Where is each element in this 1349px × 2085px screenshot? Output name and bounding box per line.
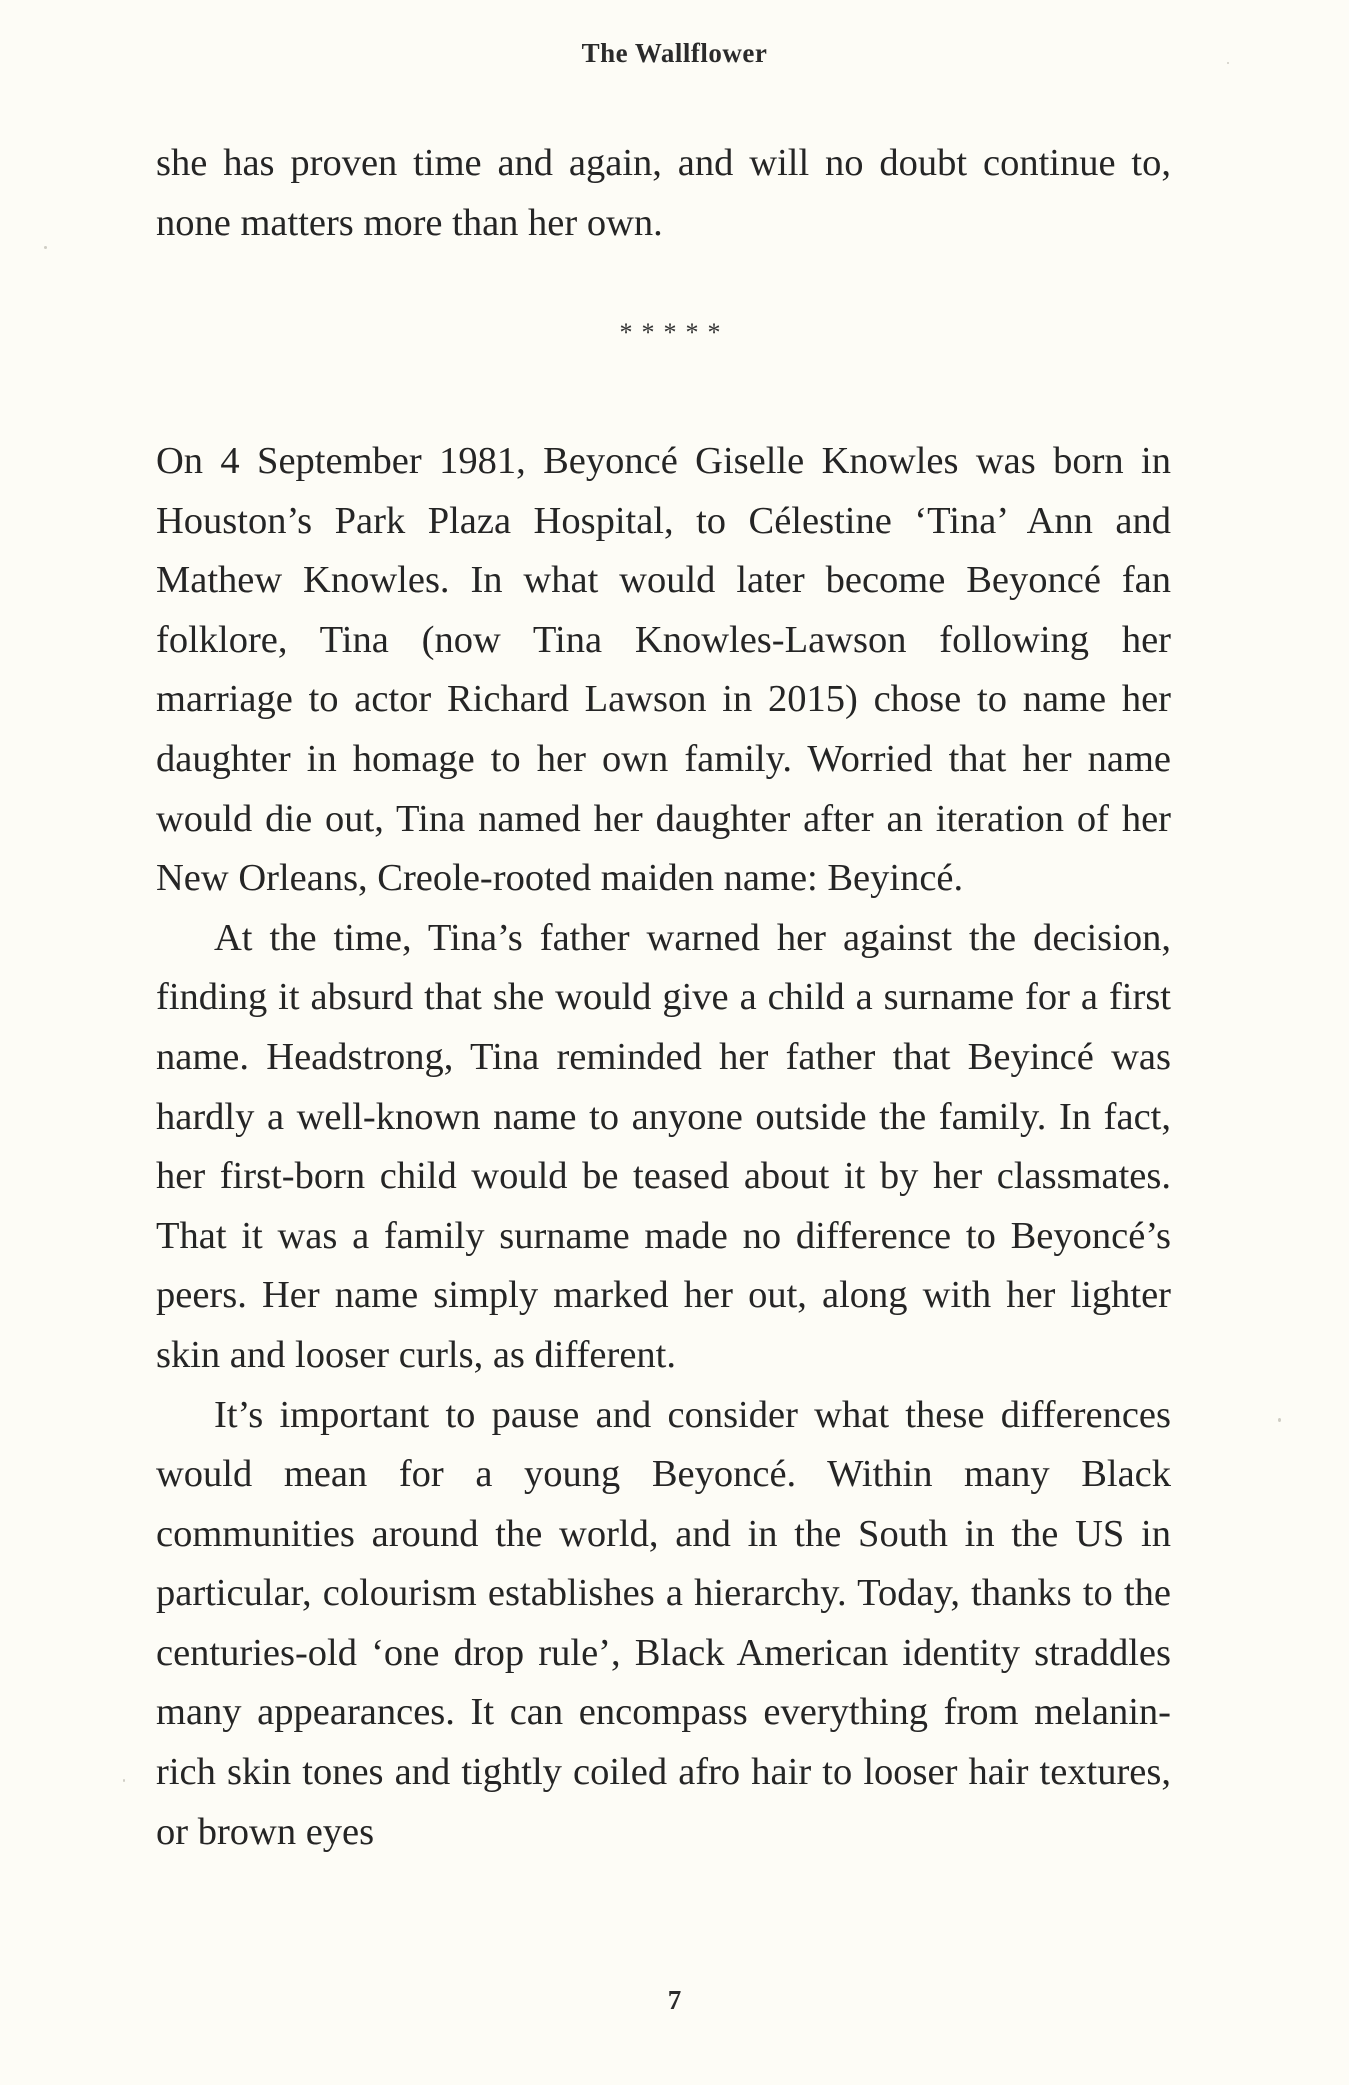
continuation-paragraph: she has proven time and again, and will no doubt continue to, none matters more than her own. — [156, 142, 1171, 244]
section-break-ornament: ***** — [619, 318, 730, 347]
page-number: 7 — [667, 1985, 682, 2015]
running-head: The Wallflower — [581, 38, 768, 68]
paper-speck — [1278, 1418, 1281, 1422]
body-text — [156, 432, 1171, 1862]
paragraph-1: On 4 September 1981, Beyoncé Giselle Knowles was born in Houston’s Park Plaza Hospital, to Célestine ‘Tina’ Ann and Mathew Knowles. In what would later become Beyoncé fan folklore, Tina (now Tina Knowles-Lawson following her marriage to actor Richard Lawson in 2015) chose to name her daughter in homage to her own family. Worried that her name would die out, Tina named her daughter after an iteration of her New Orleans, Creole-rooted maiden name: Beyincé. — [156, 440, 1171, 900]
continuation-text — [156, 134, 1171, 253]
paragraph-3: It’s important to pause and consider what these differences would mean for a young Beyoncé. Within many Black communities around the world, and in the South in the US in particular, colourism establishes a hierarchy. Today, thanks to the centuries-old ‘one drop rule’, Black American identity straddles many appearances. It can encompass everything from melanin-rich skin tones and tightly coiled afro hair to looser hair textures, or brown eyes — [156, 1393, 1171, 1853]
paragraph-2: At the time, Tina’s father warned her against the decision, finding it absurd that she would give a child a surname for a first name. Headstrong, Tina reminded her father that Beyincé was hardly a well-known name to anyone outside the family. In fact, her first-born child would be teased about it by her classmates. That it was a family surname made no difference to Beyoncé’s peers. Her name simply marked her out, along with her lighter skin and looser curls, as different. — [156, 916, 1171, 1376]
paper-speck — [1227, 62, 1229, 64]
paper-speck — [44, 246, 47, 249]
paper-speck — [123, 1779, 125, 1782]
